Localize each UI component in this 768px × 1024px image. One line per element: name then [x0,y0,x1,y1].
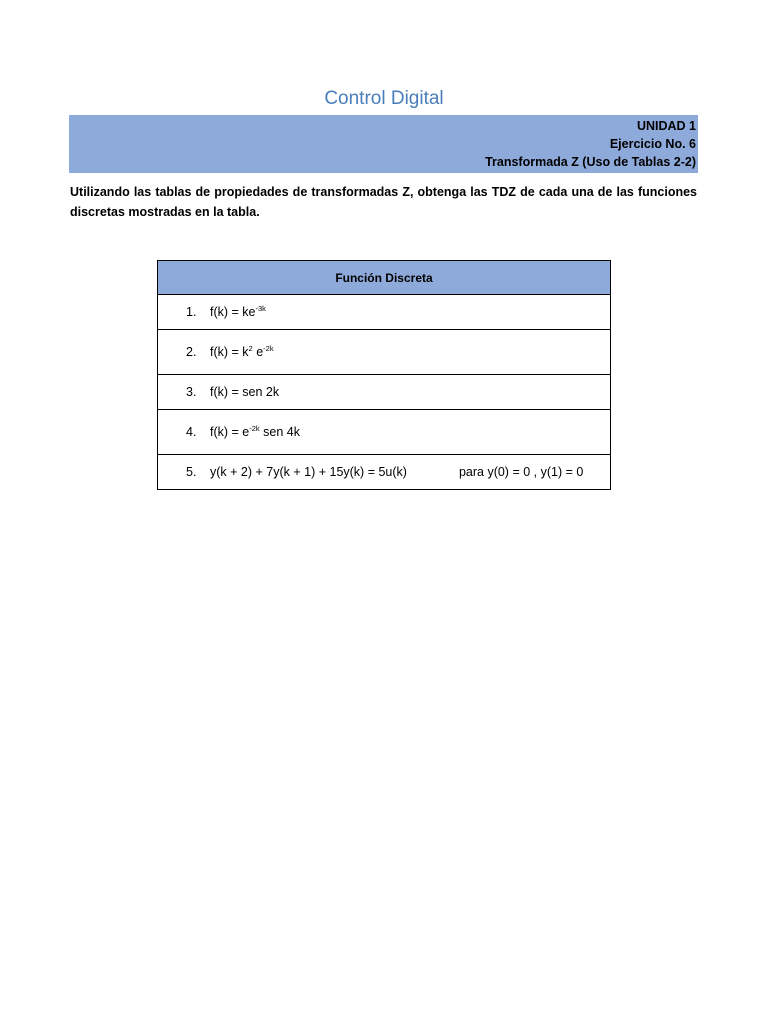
row-exponent: 2 [248,344,253,353]
document-title: Control Digital [324,88,444,109]
instructions-paragraph: Utilizando las tablas de propiedades de transformadas Z, obtenga las TDZ de cada una de las funciones discretas mostradas en la tabla. [70,185,697,219]
row-expression-continued: e [252,345,264,359]
row-number: 4. [186,425,197,439]
row-expression: f(k) = sen 2k [210,385,280,399]
header-banner [69,115,698,173]
table-row [158,410,611,455]
row-expression: f(k) = e [210,425,250,439]
table-header: Función Discreta [158,261,611,295]
topic-label: Transformada Z (Uso de Tablas 2-2) [485,155,696,169]
initial-conditions: para y(0) = 0 , y(1) = 0 [458,465,584,479]
row-expression: y(k + 2) + 7y(k + 1) + 15y(k) = 5u(k) [210,465,407,479]
functions-table [157,260,611,490]
table-row [158,375,611,410]
row-expression: f(k) = ke [210,305,256,319]
row-number: 1. [186,305,197,319]
row-number: 2. [186,345,197,359]
row-number: 3. [186,385,197,399]
row-expression-continued: sen 4k [259,425,300,439]
table-row [158,295,611,330]
unit-label: UNIDAD 1 [636,119,696,133]
exercise-label: Ejercicio No. 6 [609,137,696,151]
row-expression: f(k) = k [210,345,249,359]
table-row [158,330,611,375]
row-exponent: -2k [249,424,260,433]
table-row [158,455,611,490]
row-exponent: -3k [255,304,266,313]
row-exponent-secondary: -2k [263,344,274,353]
row-number: 5. [186,465,197,479]
